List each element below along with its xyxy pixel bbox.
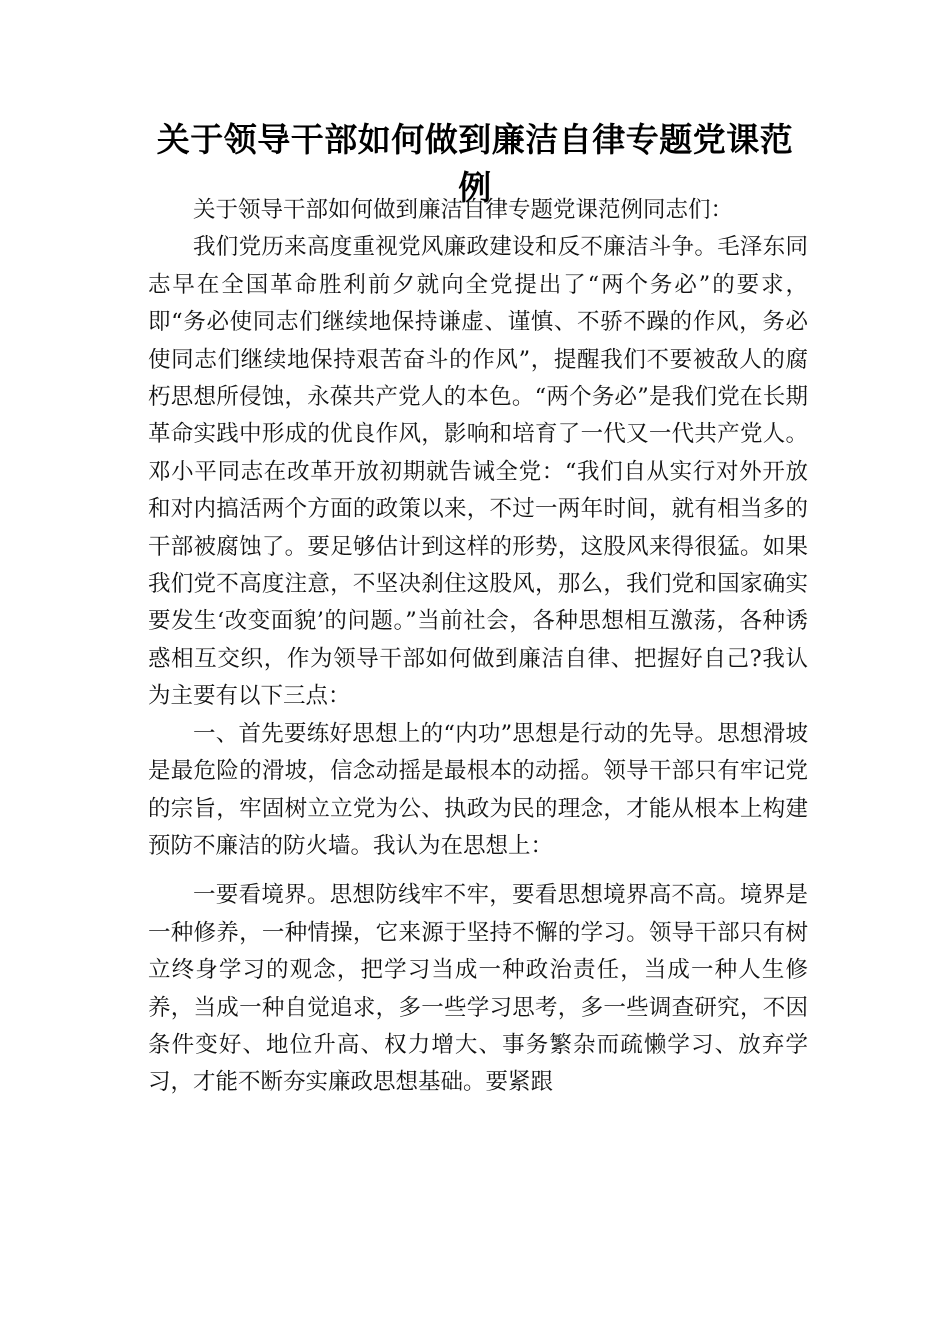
paragraph-realm: 一要看境界。思想防线牢不牢，要看思想境界高不高。境界是一种修养，一种情操，它来源于坚持不懈的学习。领导干部只有树立终身学习的观念，把学习当成一种政治责任，当成一种人生修养，当成一种自觉追求，多一些学习思考，多一些调查研究，不因条件变好、地位升高、权力增大、事务繁杂而疏懒学习、放弃学习，才能不断夯实廉政思想基础。要紧跟 xyxy=(148,882,808,1096)
paragraph-history: 我们党历来高度重视党风廉政建设和反不廉洁斗争。毛泽东同志早在全国革命胜利前夕就向全党提出了“两个务必”的要求，即“务必使同志们继续地保持谦虚、谨慎、不骄不躁的作风，务必使同志们继续地保持艰苦奋斗的作风”，提醒我们不要被敌人的腐朽思想所侵蚀，永葆共产党人的本色。“两个务必”是我们党在长期革命实践中形成的优良作风，影响和培育了一代又一代共产党人。邓小平同志在改革开放初期就告诫全党：“我们自从实行对外开放和对内搞活两个方面的政策以来，不过一两年时间，就有相当多的干部被腐蚀了。要足够估计到这样的形势，这股风来得很猛。如果我们党不高度注意，不坚决刹住这股风，那么，我们党和国家确实要发生‘改变面貌’的问题。”当前社会，各种思想相互激荡，各种诱惑相互交织，作为领导干部如何做到廉洁自律、把握好自己?我认为主要有以下三点： xyxy=(148,234,808,710)
document-title: 关于领导干部如何做到廉洁自律专题党课范例 xyxy=(156,120,794,207)
document-body xyxy=(148,192,808,1102)
paragraph-greeting: 关于领导干部如何做到廉洁自律专题党课范例同志们： xyxy=(193,197,734,223)
paragraph-point-one: 一、首先要练好思想上的“内功”思想是行动的先导。思想滑坡是最危险的滑坡，信念动摇是最根本的动摇。领导干部只有牢记党的宗旨，牢固树立立党为公、执政为民的理念，才能从根本上构建预防不廉洁的防火墙。我认为在思想上： xyxy=(148,720,808,859)
